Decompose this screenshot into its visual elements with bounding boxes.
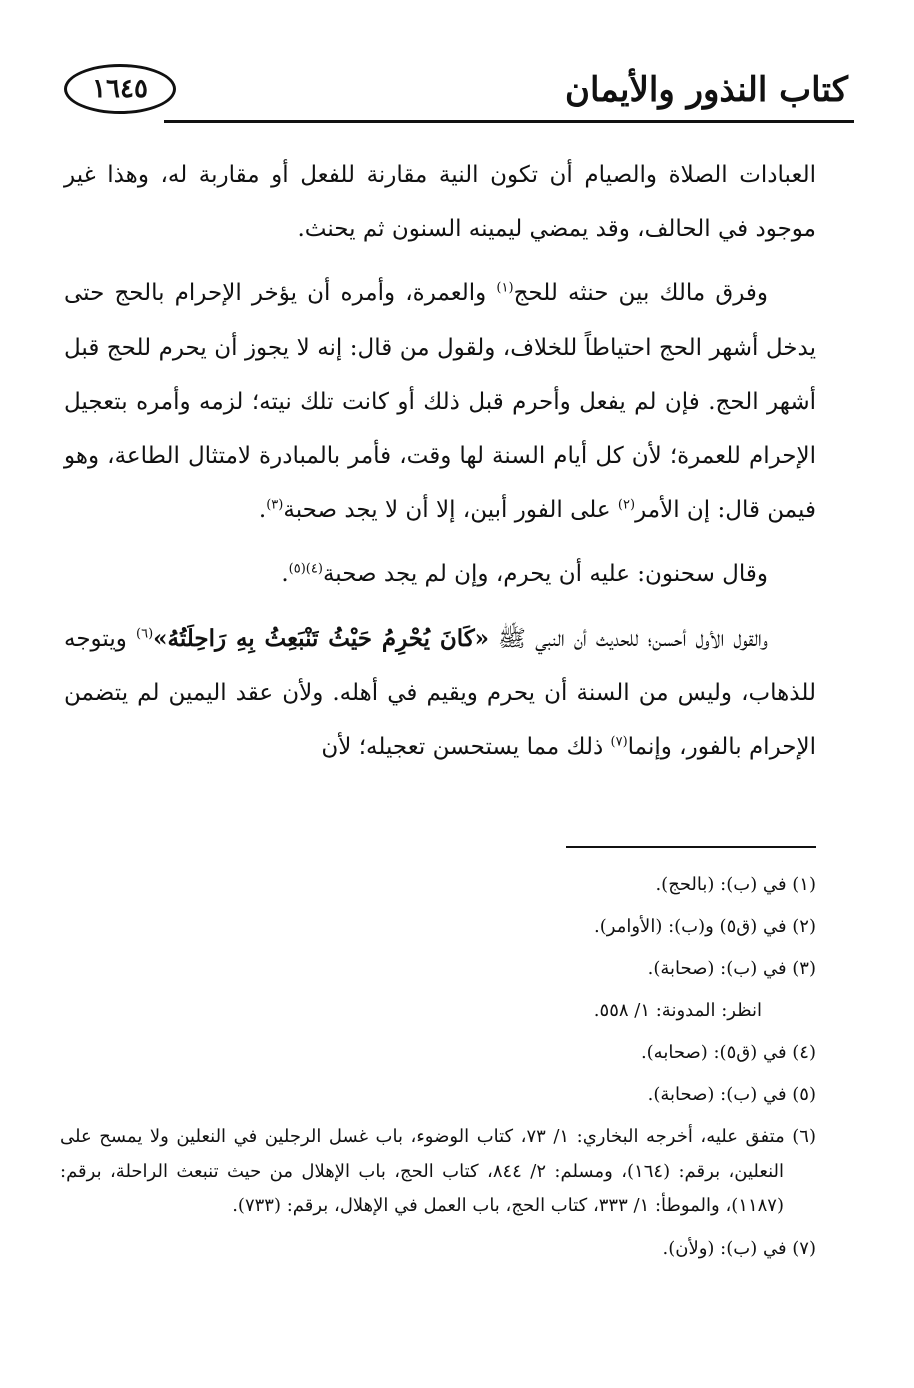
p3-text-a: وقال سحنون: عليه أن يحرم، وإن لم يجد صحبة (322, 561, 768, 588)
book-title: كتاب النذور والأيمان (565, 70, 848, 110)
paragraph-1: العبادات الصلاة والصيام أن تكون النية مقارنة للفعل أو مقاربة له، وهذا غير موجود في الحالف، وقد يمضي ليمينه السنون ثم يحنث. (64, 162, 816, 243)
footnote-3-note: انظر: المدونة: ١/ ٥٥٨. (593, 1000, 762, 1021)
footnote-5: (٥) في (ب): (صحابة). (647, 1084, 816, 1105)
footnote-4: (٤) في (ق٥): (صحابه). (640, 1042, 816, 1063)
paragraph-4 (64, 612, 816, 775)
p2-text-c: على الفور أبين، إلا أن لا يجد صحبة (283, 497, 618, 524)
footnote-ref-1: (١) (496, 280, 514, 296)
p4-text-a: والقول الأول أحسن؛ للحديث أن النبي ﷺ (489, 625, 768, 652)
p3-text-b: . (281, 561, 289, 588)
page-header (64, 58, 854, 128)
footnote-separator (566, 846, 816, 848)
p2-text-d: . (258, 497, 267, 524)
footnote-7: (٧) في (ب): (ولأن). (662, 1237, 816, 1259)
p4-text-b: ويتوجه للذهاب، وليس من السنة أن يحرم ويقيم في أهله. ولأن عقد اليمين لم يتضمن الإحرام بالفور، وإنما (64, 625, 816, 761)
footnote-3: (٣) في (ب): (صحابة). (647, 958, 816, 979)
footnote-ref-6: (٦) (136, 625, 154, 641)
hadith-quote: «كَانَ يُحْرِمُ حَيْثُ تَنْبَعِثُ بِهِ رَاحِلَتُهُ» (153, 624, 490, 652)
main-text (64, 148, 816, 774)
footnote-ref-3: (٣) (266, 497, 284, 513)
p2-text-b: والعمرة، وأمره أن يؤخر الإحرام بالحج حتى يدخل أشهر الحج احتياطاً للخلاف، ولقول من قال: إنه لا يجوز أن يحرم للحج قبل أشهر الحج. فإن لم يفعل وأحرم قبل ذلك أو كانت تلك نيته؛ لزمه وأمره بتعجيل الإحرام للعمرة؛ لأن كل أيام السنة لها وقت، فأمر بالمبادرة لامتثال الطاعة، وهو فيمن قال: إن الأمر (64, 280, 816, 524)
footnote-ref-4-5: (٤)(٥) (288, 561, 323, 577)
footnotes (60, 864, 816, 1270)
paragraph-2 (64, 266, 816, 537)
p4-text-c: ذلك مما يستحسن تعجيله؛ لأن (321, 734, 611, 761)
footnote-6: (٦) متفق عليه، أخرجه البخاري: ١/ ٧٣، كتاب الوضوء، باب غسل الرجلين في النعلين ولا يمسح على النعلين، برقم: (١٦٤)، ومسلم: ٢/ ٨٤٤، كتاب الحج، باب الإهلال من حيث تنبعث الراحلة، برقم: (١١٨٧)، والموطأ: ١/ ٣٣٣، كتاب الحج، باب العمل في الإهلال، برقم: (٧٣٣). (60, 1126, 816, 1216)
footnote-ref-2: (٢) (617, 497, 636, 513)
header-rule (164, 120, 854, 123)
page-number-oval (64, 64, 176, 114)
page-number: ١٦٤٥ (92, 74, 148, 104)
footnote-ref-7: (٧) (610, 734, 628, 750)
footnote-2: (٢) في (ق٥) و(ب): (الأوامر). (594, 916, 816, 937)
p2-text-a: وفرق مالك بين حنثه للحج (513, 280, 768, 307)
footnote-1: (١) في (ب): (بالحج). (655, 874, 816, 895)
paragraph-3 (64, 547, 816, 601)
